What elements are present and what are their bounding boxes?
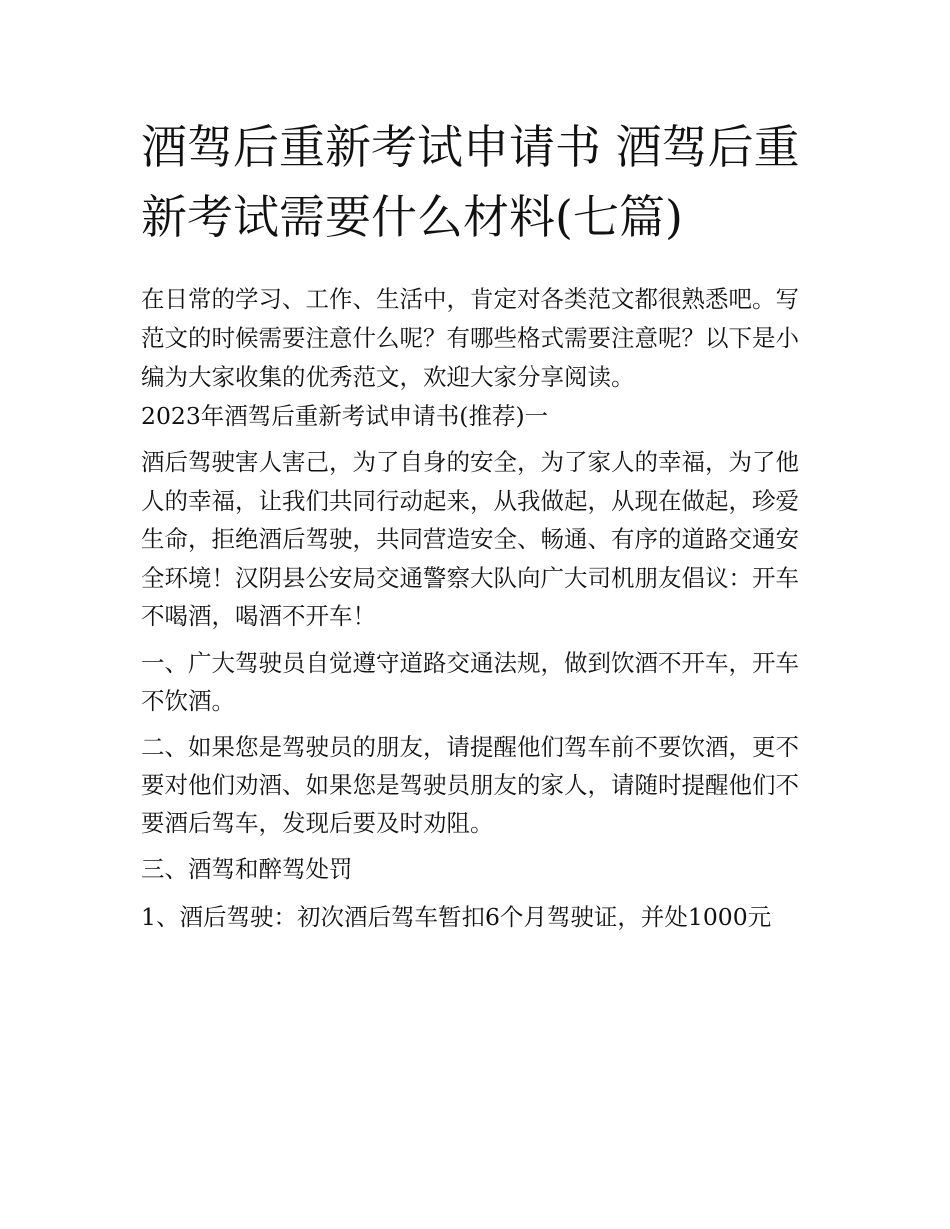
paragraph-penalty-one: 1、酒后驾驶：初次酒后驾车暂扣6个月驾驶证，并处1000元 (141, 902, 772, 931)
paragraph-item-two: 二、如果您是驾驶员的朋友，请提醒他们驾车前不要饮酒，更不要对他们劝酒、如果您是驾驶员朋友的家人，请随时提醒他们不要酒后驾车，发现后要及时劝阻。 (141, 732, 799, 837)
paragraph-item-three: 三、酒驾和醉驾处罚 (141, 854, 353, 883)
paragraph-initiative: 酒后驾驶害人害己，为了自身的安全，为了家人的幸福，为了他人的幸福，让我们共同行动起来，从我做起，从现在做起，珍爱生命，拒绝酒后驾驶，共同营造安全、畅通、有序的道路交通安全环境！汉阴县公安局交通警察大队向广大司机朋友倡议：开车不喝酒，喝酒不开车！ (141, 448, 799, 630)
document-body (141, 280, 813, 936)
paragraph-heading-one: 2023年酒驾后重新考试申请书(推荐)一 (141, 402, 549, 430)
paragraph-item-one: 一、广大驾驶员自觉遵守道路交通法规，做到饮酒不开车，开车不饮酒。 (141, 648, 799, 715)
paragraph-intro: 在日常的学习、工作、生活中，肯定对各类范文都很熟悉吧。写范文的时候需要注意什么呢？有哪些格式需要注意呢？以下是小编为大家收集的优秀范文，欢迎大家分享阅读。 (141, 285, 799, 391)
document-title: 酒驾后重新考试申请书 酒驾后重新考试需要什么材料(七篇) (141, 120, 800, 244)
